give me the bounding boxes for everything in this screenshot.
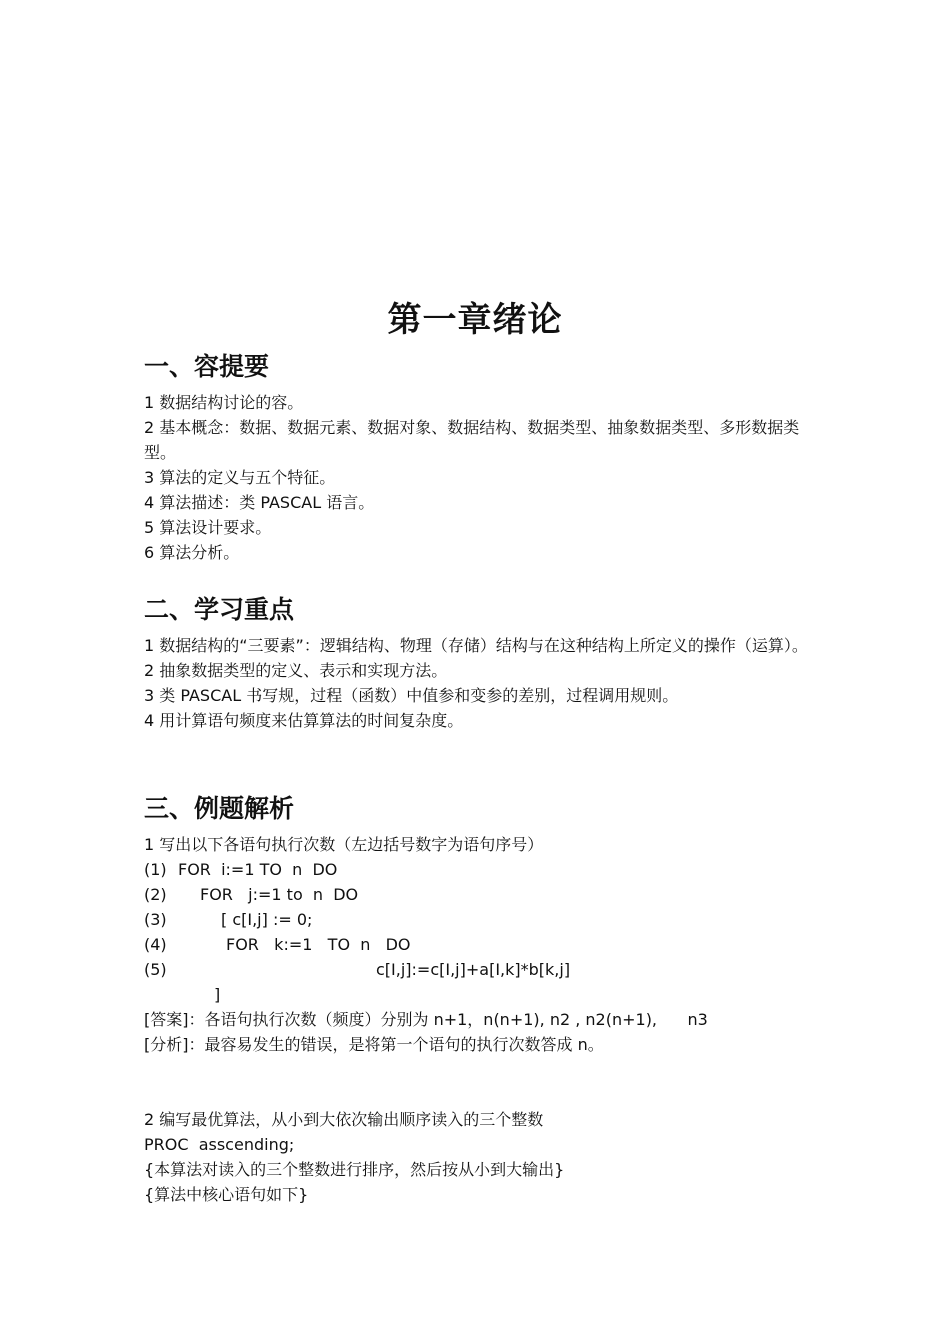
statement-text: c[I,j]:=c[I,j]+a[I,k]*b[k,j] bbox=[376, 960, 571, 979]
section-summary bbox=[144, 350, 824, 565]
question-2-prompt: 2 编写最优算法，从小到大依次输出顺序读入的三个整数 bbox=[144, 1110, 544, 1129]
code-line bbox=[144, 882, 824, 907]
summary-item: 3 算法的定义与五个特征。 bbox=[144, 468, 336, 487]
spacer bbox=[144, 1057, 824, 1107]
summary-item: 4 算法描述：类 PASCAL 语言。 bbox=[144, 493, 375, 512]
chapter-title: 第一章绪论 bbox=[387, 300, 563, 340]
analysis-text: [分析]：最容易发生的错误，是将第一个语句的执行次数答成 n。 bbox=[144, 1035, 604, 1054]
statement-number: (1) bbox=[144, 860, 167, 879]
section-key-points bbox=[144, 593, 824, 733]
statement-text: ] bbox=[214, 985, 221, 1004]
statement-text: FOR j:=1 to n DO bbox=[200, 885, 359, 904]
summary-item: 5 算法设计要求。 bbox=[144, 518, 272, 537]
code-line bbox=[144, 907, 824, 932]
statement-number: (5) bbox=[144, 960, 167, 979]
code-line bbox=[144, 957, 824, 982]
statement-number: (3) bbox=[144, 910, 167, 929]
summary-item: 2 基本概念：数据、数据元素、数据对象、数据结构、数据类型、抽象数据类型、多形数据类型。 bbox=[144, 418, 800, 462]
summary-item: 6 算法分析。 bbox=[144, 543, 240, 562]
code-comment: {本算法对读入的三个整数进行排序，然后按从小到大输出} bbox=[144, 1160, 565, 1179]
key-point-item: 1 数据结构的“三要素”：逻辑结构、物理（存储）结构与在这种结构上所定义的操作（运算）。 bbox=[144, 636, 808, 655]
key-point-item: 4 用计算语句频度来估算算法的时间复杂度。 bbox=[144, 711, 464, 730]
answer-text: [答案]：各语句执行次数（频度）分别为 n+1，n(n+1), n2 , n2(n+1), n3 bbox=[144, 1010, 708, 1029]
statement-number: (2) bbox=[144, 885, 167, 904]
code-comment: {算法中核心语句如下} bbox=[144, 1185, 309, 1204]
code-line bbox=[144, 857, 824, 882]
statement-number: (4) bbox=[144, 935, 167, 954]
section-summary-heading: 一、容提要 bbox=[144, 352, 270, 381]
code-line bbox=[144, 932, 824, 957]
code-line bbox=[144, 982, 824, 1007]
statement-text: [ c[I,j] := 0; bbox=[221, 910, 313, 929]
section-examples-heading: 三、例题解析 bbox=[144, 794, 295, 823]
key-point-item: 3 类 PASCAL 书写规，过程（函数）中值参和变参的差别，过程调用规则。 bbox=[144, 686, 679, 705]
statement-text: FOR i:=1 TO n DO bbox=[178, 860, 338, 879]
code-line: PROC asscending; bbox=[144, 1135, 295, 1154]
section-key-points-heading: 二、学习重点 bbox=[144, 595, 295, 624]
statement-text: FOR k:=1 TO n DO bbox=[226, 935, 411, 954]
question-1-prompt: 1 写出以下各语句执行次数（左边括号数字为语句序号） bbox=[144, 835, 544, 854]
summary-item: 1 数据结构讨论的容。 bbox=[144, 393, 304, 412]
section-examples bbox=[144, 792, 824, 1207]
key-point-item: 2 抽象数据类型的定义、表示和实现方法。 bbox=[144, 661, 448, 680]
